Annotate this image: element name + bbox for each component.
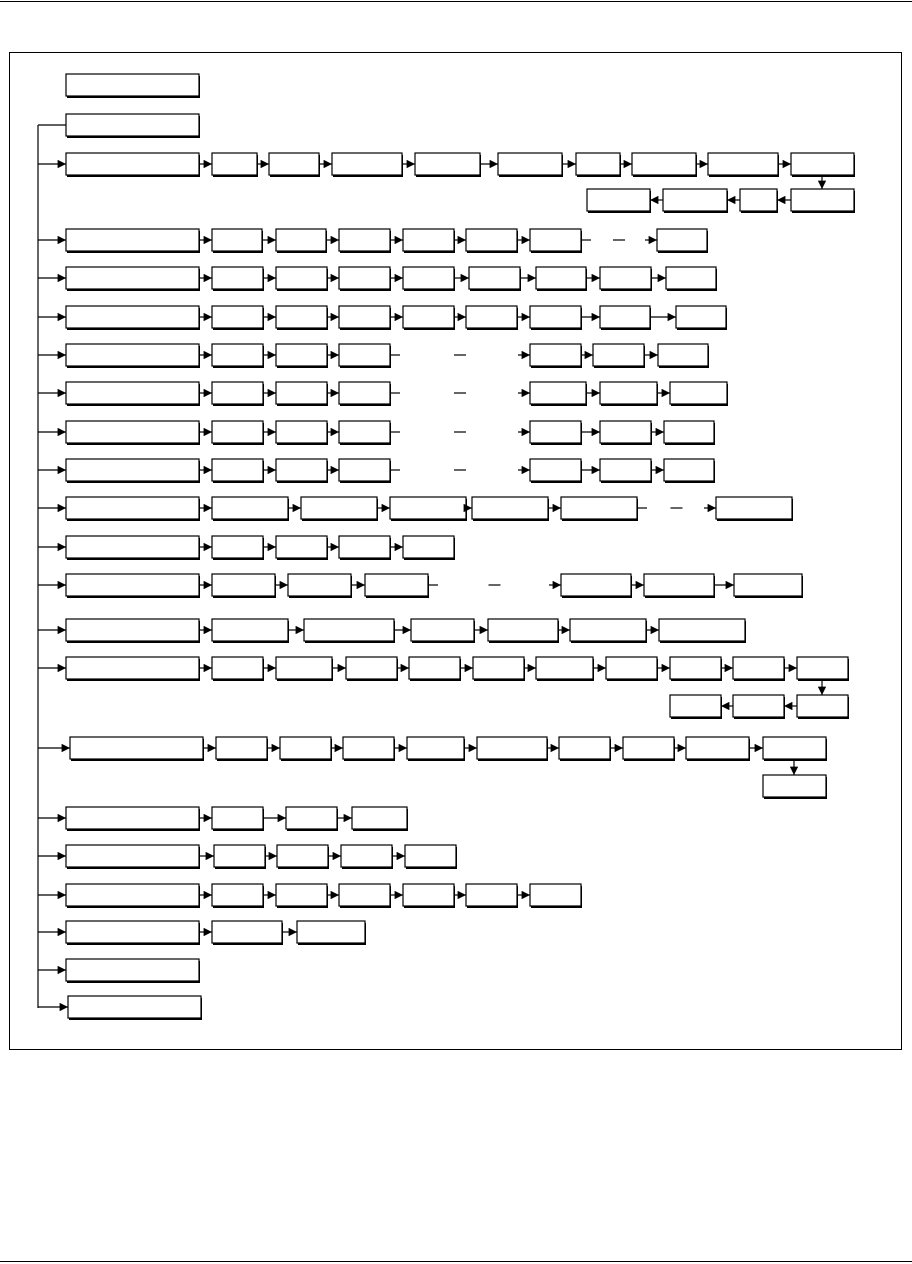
row-4-step-box-4 <box>403 306 454 328</box>
row-12-step-box-1 <box>212 619 288 641</box>
row-12-main-box <box>66 619 199 641</box>
row-4-step-box-1 <box>212 306 263 328</box>
row-13-cont-box-2 <box>733 695 784 717</box>
row-3-main-box <box>66 267 199 289</box>
row-7-step-box-3 <box>339 421 390 443</box>
row-17-step-box-5 <box>466 884 517 906</box>
row-1-step-box-4 <box>415 153 480 175</box>
row-14-step-box-9 <box>763 737 826 759</box>
root-box <box>66 114 199 136</box>
row-6-main-box <box>66 382 199 404</box>
row-14-cont-box-1 <box>763 775 826 797</box>
row-9-step-box-2 <box>301 497 377 519</box>
row-12-step-box-4 <box>488 619 558 641</box>
row-3-step-box-3 <box>339 267 390 289</box>
row-4-step-box-8 <box>676 306 726 328</box>
row-2-main-box <box>66 229 199 251</box>
row-12-step-box-3 <box>411 619 474 641</box>
row-5-step-box-5 <box>593 344 644 366</box>
row-13-step-box-3 <box>346 657 397 679</box>
row-3-step-box-5 <box>469 267 520 289</box>
row-17-main-box <box>66 884 199 906</box>
row-8-step-box-6 <box>664 459 714 481</box>
row-11-main-box <box>66 574 199 596</box>
row-17-step-box-4 <box>403 884 454 906</box>
page-rule-bottom <box>0 1261 912 1262</box>
row-13-step-box-5 <box>473 657 524 679</box>
row-2-step-box-5 <box>466 229 517 251</box>
row-4-main-box <box>66 306 199 328</box>
row-15-step-box-3 <box>352 807 407 829</box>
row-1-step-box-7 <box>632 153 696 175</box>
row-6-step-box-1 <box>212 382 263 404</box>
row-8-step-box-3 <box>339 459 390 481</box>
row-14-step-box-3 <box>343 737 394 759</box>
row-1-step-box-3 <box>332 153 402 175</box>
row-9-step-box-5 <box>561 497 637 519</box>
row-18-step-box-1 <box>212 921 282 943</box>
row-10-main-box <box>66 536 199 558</box>
row-4-step-box-7 <box>600 306 650 328</box>
row-20-main-box <box>68 996 201 1018</box>
row-7-main-box <box>66 421 199 443</box>
row-11-step-box-6 <box>734 574 802 596</box>
row-3-step-box-1 <box>212 267 263 289</box>
row-6-step-box-4 <box>530 382 586 404</box>
row-10-step-box-3 <box>339 536 390 558</box>
row-19-main-box <box>66 959 199 981</box>
row-14-step-box-7 <box>623 737 674 759</box>
row-9-step-box-6 <box>716 497 792 519</box>
row-5-step-box-4 <box>530 344 581 366</box>
row-4-step-box-2 <box>276 306 327 328</box>
row-13-step-box-6 <box>536 657 593 679</box>
row-9-step-box-4 <box>472 497 548 519</box>
row-13-main-box <box>66 657 199 679</box>
row-1-cont-box-3 <box>663 189 727 211</box>
row-12-step-box-6 <box>659 619 745 641</box>
row-8-step-box-5 <box>600 459 651 481</box>
row-16-step-box-1 <box>214 845 265 867</box>
row-7-step-box-1 <box>212 421 263 443</box>
row-7-step-box-4 <box>530 421 581 443</box>
row-13-cont-box-3 <box>670 695 721 717</box>
row-13-step-box-4 <box>409 657 460 679</box>
row-1-step-box-2 <box>269 153 319 175</box>
row-11-step-box-3 <box>365 574 428 596</box>
row-3-step-box-6 <box>536 267 586 289</box>
row-8-step-box-1 <box>212 459 263 481</box>
row-1-step-box-6 <box>576 153 620 175</box>
row-3-step-box-7 <box>600 267 651 289</box>
row-13-step-box-8 <box>670 657 721 679</box>
row-1-cont-box-1 <box>791 189 854 211</box>
row-11-step-box-1 <box>212 574 275 596</box>
row-3-step-box-4 <box>403 267 454 289</box>
title-box <box>66 74 199 96</box>
row-14-step-box-6 <box>559 737 610 759</box>
row-5-step-box-3 <box>339 344 390 366</box>
row-15-step-box-2 <box>286 807 337 829</box>
row-5-step-box-6 <box>658 344 708 366</box>
row-7-step-box-2 <box>276 421 327 443</box>
row-2-step-box-4 <box>403 229 454 251</box>
row-9-main-box <box>66 497 199 519</box>
row-11-step-box-2 <box>288 574 351 596</box>
row-8-main-box <box>66 459 199 481</box>
row-11-step-box-4 <box>561 574 631 596</box>
row-2-step-box-3 <box>339 229 390 251</box>
row-3-step-box-8 <box>666 267 716 289</box>
row-17-step-box-2 <box>276 884 327 906</box>
row-2-step-box-2 <box>276 229 326 251</box>
row-4-step-box-6 <box>530 306 581 328</box>
row-3-step-box-2 <box>276 267 327 289</box>
row-2-step-box-7 <box>657 229 707 251</box>
row-6-step-box-6 <box>670 382 727 404</box>
row-15-step-box-1 <box>212 807 263 829</box>
row-7-step-box-6 <box>664 421 714 443</box>
row-14-step-box-8 <box>686 737 749 759</box>
row-5-step-box-2 <box>276 344 327 366</box>
row-1-cont-box-4 <box>587 189 650 211</box>
row-13-step-box-10 <box>797 657 848 679</box>
row-17-step-box-1 <box>212 884 263 906</box>
row-4-step-box-5 <box>466 306 517 328</box>
row-10-step-box-2 <box>276 536 327 558</box>
row-2-step-box-6 <box>530 229 581 251</box>
row-13-step-box-2 <box>276 657 332 679</box>
row-6-step-box-5 <box>600 382 657 404</box>
row-9-step-box-3 <box>390 497 466 519</box>
row-18-main-box <box>66 921 199 943</box>
row-14-main-box <box>70 737 203 759</box>
row-16-main-box <box>66 845 199 867</box>
row-6-step-box-2 <box>276 382 327 404</box>
row-12-step-box-2 <box>304 619 394 641</box>
row-1-main-box <box>66 153 199 175</box>
row-10-step-box-4 <box>403 536 454 558</box>
row-12-step-box-5 <box>570 619 646 641</box>
row-14-step-box-2 <box>280 737 331 759</box>
row-16-step-box-2 <box>277 845 328 867</box>
row-17-step-box-3 <box>339 884 390 906</box>
row-11-step-box-5 <box>644 574 714 596</box>
row-16-step-box-4 <box>405 845 456 867</box>
row-14-step-box-1 <box>216 737 267 759</box>
row-15-main-box <box>66 807 199 829</box>
row-1-step-box-1 <box>212 153 257 175</box>
row-8-step-box-2 <box>276 459 327 481</box>
row-10-step-box-1 <box>212 536 263 558</box>
row-6-step-box-3 <box>339 382 390 404</box>
row-1-cont-box-2 <box>740 189 777 211</box>
row-13-step-box-7 <box>606 657 657 679</box>
row-7-step-box-5 <box>600 421 651 443</box>
row-8-step-box-4 <box>530 459 581 481</box>
row-13-step-box-9 <box>733 657 784 679</box>
row-5-main-box <box>66 344 199 366</box>
row-4-step-box-3 <box>339 306 390 328</box>
row-14-step-box-5 <box>477 737 547 759</box>
row-1-step-box-5 <box>498 153 562 175</box>
row-1-step-box-9 <box>791 153 854 175</box>
row-13-cont-box-1 <box>797 695 848 717</box>
row-16-step-box-3 <box>341 845 392 867</box>
row-17-step-box-6 <box>530 884 581 906</box>
row-5-step-box-1 <box>212 344 263 366</box>
row-14-step-box-4 <box>407 737 464 759</box>
row-13-step-box-1 <box>212 657 263 679</box>
row-2-step-box-1 <box>212 229 262 251</box>
row-1-step-box-8 <box>708 153 778 175</box>
row-9-step-box-1 <box>212 497 288 519</box>
row-18-step-box-2 <box>297 921 365 943</box>
